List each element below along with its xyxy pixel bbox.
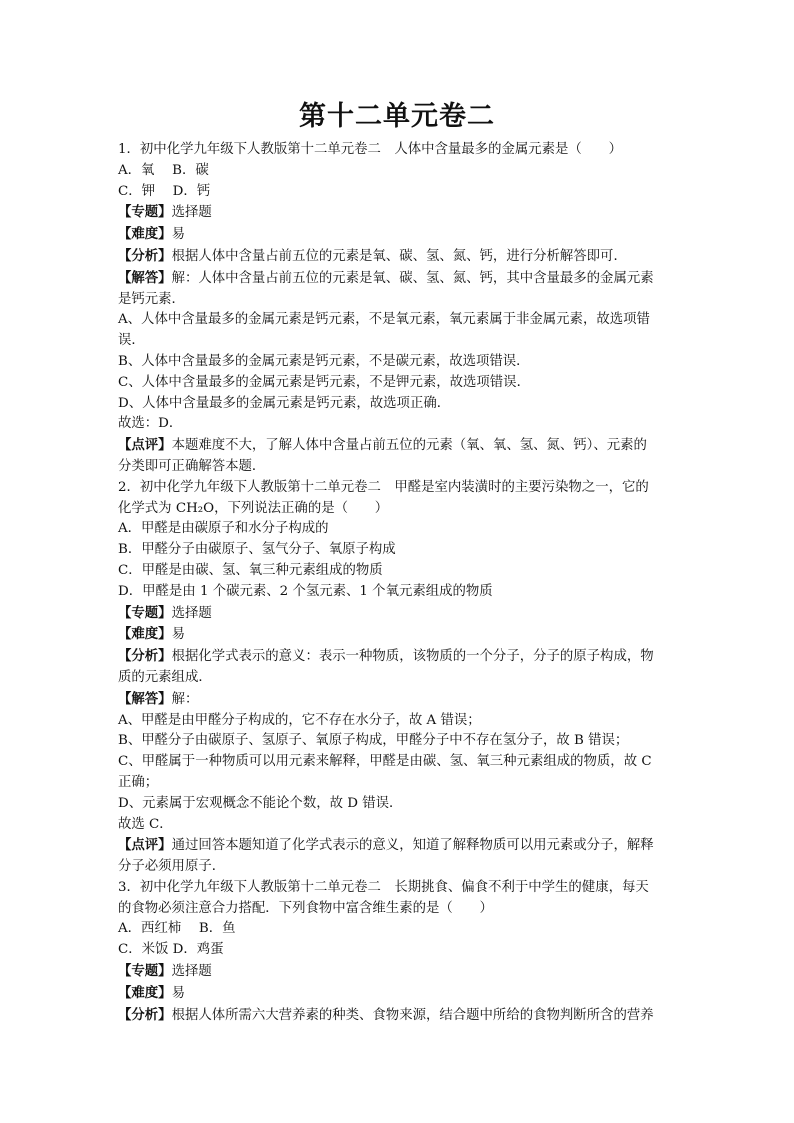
text-line bbox=[118, 1005, 676, 1027]
line-text: B、人体中含量最多的金属元素是钙元素，不是碳元素，故选项错误． bbox=[118, 353, 530, 369]
line-text: C．甲醛是由碳、氢、氧三种元素组成的物质 bbox=[118, 562, 383, 578]
line-text: 分子必须用原子． bbox=[118, 859, 226, 875]
line-text: A．甲醛是由碳原子和水分子构成的 bbox=[118, 521, 329, 537]
line-text: 3．初中化学九年级下人教版第十二单元卷二 长期挑食、偏食不利于中学生的健康，每天 bbox=[118, 879, 649, 895]
text-line bbox=[118, 478, 676, 499]
line-text: 选择题 bbox=[171, 205, 212, 221]
text-line bbox=[118, 394, 676, 415]
line-text: 误． bbox=[118, 333, 145, 349]
line-text: 正确； bbox=[118, 774, 159, 790]
text-line bbox=[118, 668, 676, 689]
section-tag: 【分析】 bbox=[118, 1006, 172, 1023]
text-line bbox=[118, 752, 676, 773]
text-line bbox=[118, 224, 676, 246]
text-line bbox=[118, 310, 676, 331]
line-text: B．甲醛分子由碳原子、氢气分子、氧原子构成 bbox=[118, 542, 396, 558]
line-text: 分类即可正确解答本题． bbox=[118, 458, 266, 474]
text-line bbox=[118, 773, 676, 794]
section-tag: 【解答】 bbox=[118, 269, 172, 286]
line-text: 2．初中化学九年级下人教版第十二单元卷二 甲醛是室内装潢时的主要污染物之一，它的 bbox=[118, 479, 649, 495]
section-tag: 【专题】 bbox=[118, 604, 172, 621]
line-text: B、甲醛分子由碳原子、氢原子、氧原子构成，甲醛分子中不存在氢分子，故 B 错误； bbox=[118, 733, 629, 749]
line-text: 故选 C． bbox=[118, 816, 173, 832]
line-text: 是钙元素． bbox=[118, 291, 185, 307]
text-line bbox=[118, 940, 676, 961]
line-text: 选择题 bbox=[171, 605, 212, 621]
line-text: 1．初中化学九年级下人教版第十二单元卷二 人体中含量最多的金属元素是（ ） bbox=[118, 142, 622, 157]
line-text: 易 bbox=[171, 627, 185, 643]
text-line bbox=[118, 290, 676, 311]
text-line bbox=[118, 603, 676, 625]
section-tag: 【分析】 bbox=[118, 648, 172, 665]
text-line bbox=[118, 352, 676, 373]
text-line bbox=[118, 519, 676, 540]
text-line bbox=[118, 919, 676, 940]
section-tag: 【解答】 bbox=[118, 690, 172, 707]
line-text: 易 bbox=[171, 985, 185, 1001]
text-line bbox=[118, 140, 676, 161]
line-text: A．西红柿 B．鱼 bbox=[118, 921, 236, 937]
line-text: 通过回答本题知道了化学式表示的意义，知道了解释物质可以用元素或分子，解释 bbox=[171, 838, 654, 854]
section-tag: 【分析】 bbox=[118, 247, 172, 264]
text-line bbox=[118, 246, 676, 268]
line-text: D、人体中含量最多的金属元素是钙元素，故选项正确． bbox=[118, 395, 451, 411]
document-page bbox=[118, 100, 676, 1026]
line-text: 选择题 bbox=[171, 964, 212, 980]
text-line bbox=[118, 540, 676, 561]
line-text: 故选：D． bbox=[118, 416, 183, 432]
text-line bbox=[118, 711, 676, 732]
section-tag: 【难度】 bbox=[118, 984, 172, 1001]
text-line bbox=[118, 815, 676, 836]
text-line bbox=[118, 457, 676, 478]
section-tag: 【难度】 bbox=[118, 626, 172, 643]
line-text: A．氧 B．碳 bbox=[118, 162, 209, 178]
section-tag: 【点评】 bbox=[118, 437, 172, 454]
line-text: C、甲醛属于一种物质可以用元素来解释，甲醛是由碳、氢、氧三种元素组成的物质，故 C bbox=[118, 754, 652, 770]
text-line bbox=[118, 794, 676, 815]
line-text: D．甲醛是由 1 个碳元素、2 个氢元素、1 个氧元素组成的物质 bbox=[118, 583, 493, 599]
text-line bbox=[118, 857, 676, 878]
line-text: 化学式为 CH₂O，下列说法正确的是（ ） bbox=[118, 500, 389, 516]
text-line bbox=[118, 646, 676, 668]
line-text: 解： bbox=[171, 691, 199, 707]
line-text: A、甲醛是由甲醛分子构成的，它不存在水分子，故 A 错误； bbox=[118, 712, 481, 728]
line-text: 本题难度不大，了解人体中含量占前五位的元素（氧、氧、氢、氮、钙）、元素的 bbox=[171, 438, 647, 454]
text-line bbox=[118, 961, 676, 983]
text-line bbox=[118, 983, 676, 1005]
line-text: 易 bbox=[171, 227, 185, 243]
text-line bbox=[118, 161, 676, 182]
line-text: 解：人体中含量占前五位的元素是氧、碳、氢、氮、钙，其中含量最多的金属元素 bbox=[171, 270, 654, 286]
line-text: 的食物必须注意合力搭配．下列食物中富含维生素的是（ ） bbox=[118, 900, 493, 916]
line-text: C、人体中含量最多的金属元素是钙元素，不是钾元素，故选项错误． bbox=[118, 374, 530, 390]
line-text: A、人体中含量最多的金属元素是钙元素，不是氧元素，氧元素属于非金属元素，故选项错 bbox=[118, 312, 650, 328]
text-line bbox=[118, 899, 676, 920]
text-line bbox=[118, 689, 676, 711]
page-title: 第十二单元卷二 bbox=[299, 101, 495, 132]
text-line bbox=[118, 499, 676, 520]
line-text: 根据人体所需六大营养素的种类、食物来源，结合题中所给的食物判断所含的营养 bbox=[171, 1007, 654, 1023]
line-text: C．钾 D．钙 bbox=[118, 183, 211, 199]
text-line bbox=[118, 182, 676, 203]
text-line bbox=[118, 331, 676, 352]
text-line bbox=[118, 878, 676, 899]
line-text: 根据人体中含量占前五位的元素是氧、碳、氢、氮、钙，进行分析解答即可． bbox=[171, 248, 627, 264]
text-line bbox=[118, 835, 676, 857]
text-line bbox=[118, 373, 676, 394]
section-tag: 【点评】 bbox=[118, 837, 172, 854]
text-line bbox=[118, 202, 676, 224]
text-line bbox=[118, 414, 676, 435]
line-text: C．米饭 D．鸡蛋 bbox=[118, 942, 224, 958]
text-line bbox=[118, 268, 676, 290]
section-tag: 【难度】 bbox=[118, 226, 172, 243]
text-line bbox=[118, 624, 676, 646]
section-tag: 【专题】 bbox=[118, 204, 172, 221]
text-line bbox=[118, 435, 676, 457]
text-line bbox=[118, 582, 676, 603]
text-line bbox=[118, 561, 676, 582]
document-body bbox=[118, 140, 676, 1026]
line-text: 根据化学式表示的意义：表示一种物质，该物质的一个分子，分子的原子构成，物 bbox=[171, 649, 654, 665]
line-text: 质的元素组成． bbox=[118, 669, 212, 685]
line-text: D、元素属于宏观概念不能论个数，故 D 错误． bbox=[118, 795, 403, 811]
section-tag: 【专题】 bbox=[118, 963, 172, 980]
text-line bbox=[118, 731, 676, 752]
